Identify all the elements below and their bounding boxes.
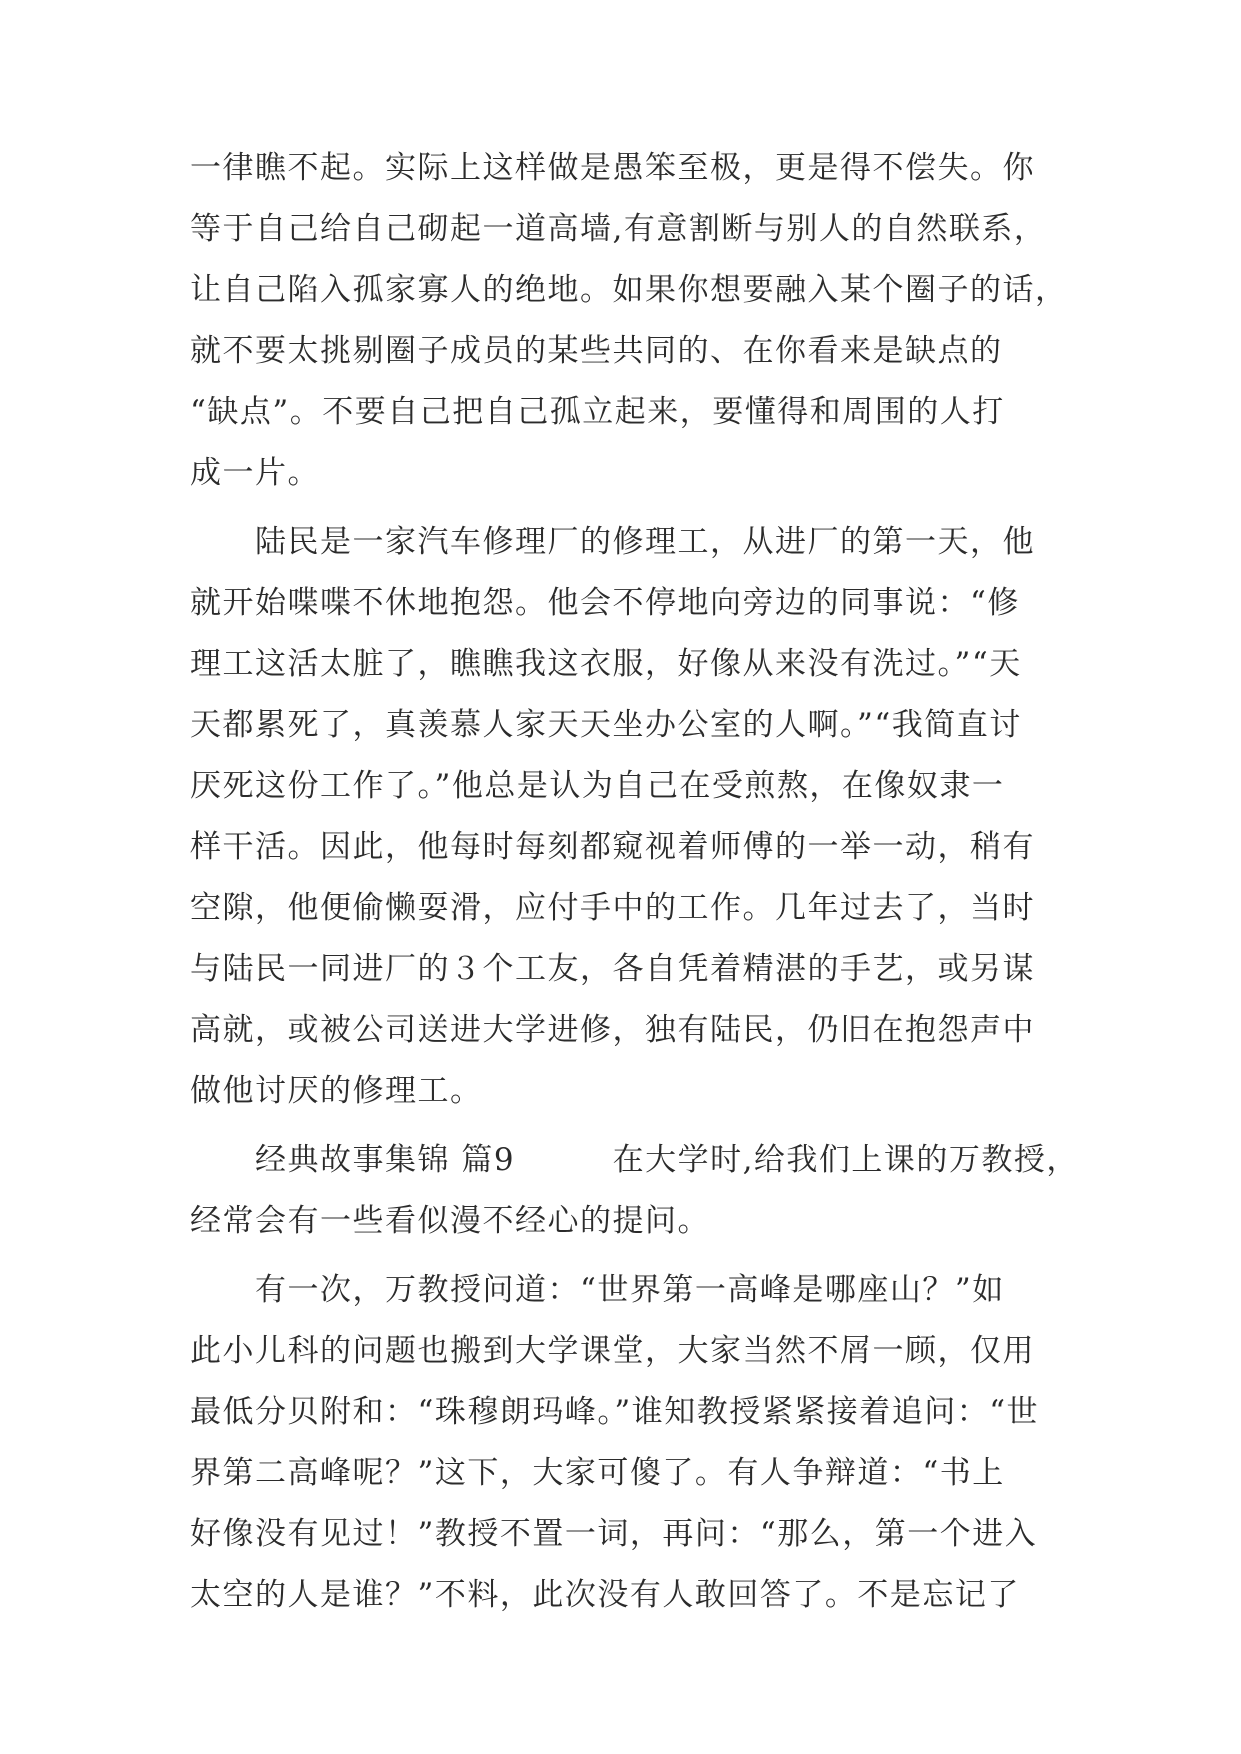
text-line: 有一次，万教授问道：“世界第一高峰是哪座山？”如 — [190, 1272, 1005, 1308]
text-line: 高就，或被公司送进大学进修，独有陆民，仍旧在抱怨声中 — [190, 1012, 1035, 1048]
text-line: 陆民是一家汽车修理厂的修理工，从进厂的第一天，他 — [190, 524, 1035, 560]
text-line: 经常会有一些看似漫不经心的提问。 — [190, 1203, 710, 1239]
text-line: 经典故事集锦 篇9 在大学时,给我们上课的万教授， — [190, 1142, 1079, 1178]
paragraph-1 — [190, 147, 1070, 513]
text-line: 样干活。因此，他每时每刻都窥视着师傅的一举一动，稍有 — [190, 829, 1035, 865]
text-line: 与陆民一同进厂的３个工友，各自凭着精湛的手艺，或另谋 — [190, 951, 1035, 987]
text-line: 做他讨厌的修理工。 — [190, 1073, 483, 1109]
text-line: 就开始喋喋不休地抱怨。他会不停地向旁边的同事说：“修 — [190, 585, 1020, 621]
text-line: 好像没有见过！”教授不置一词，再问：“那么，第一个进入 — [190, 1516, 1038, 1552]
text-line: 让自己陷入孤家寡人的绝地。如果你想要融入某个圈子的话， — [190, 272, 1068, 308]
text-line: 太空的人是谁？”不料，此次没有人敢回答了。不是忘记了 — [190, 1577, 1020, 1613]
paragraph-3 — [190, 1139, 1079, 1261]
text-line: 最低分贝附和：“珠穆朗玛峰。”谁知教授紧紧接着追问：“世 — [190, 1394, 1040, 1430]
paragraph-4 — [190, 1269, 1070, 1635]
text-line: 等于自己给自己砌起一道高墙,有意割断与别人的自然联系， — [190, 211, 1047, 247]
text-line: 厌死这份工作了。”他总是认为自己在受煎熬，在像奴隶一 — [190, 768, 1005, 804]
text-line: “缺点”。不要自己把自己孤立起来，要懂得和周围的人打 — [190, 394, 1005, 430]
text-line: 理工这活太脏了，瞧瞧我这衣服，好像从来没有洗过。”“天 — [190, 646, 1022, 682]
paragraph-2 — [190, 521, 1070, 1131]
text-line: 天都累死了，真羡慕人家天天坐办公室的人啊。”“我简直讨 — [190, 707, 1022, 743]
text-line: 空隙，他便偷懒耍滑，应付手中的工作。几年过去了，当时 — [190, 890, 1035, 926]
text-line: 此小儿科的问题也搬到大学课堂，大家当然不屑一顾，仅用 — [190, 1333, 1035, 1369]
text-line: 成一片。 — [190, 455, 320, 491]
text-line: 一律瞧不起。实际上这样做是愚笨至极，更是得不偿失。你 — [190, 150, 1035, 186]
text-line: 界第二高峰呢？”这下，大家可傻了。有人争辩道：“书上 — [190, 1455, 1005, 1491]
text-line: 就不要太挑剔圈子成员的某些共同的、在你看来是缺点的 — [190, 333, 1003, 369]
document-body — [190, 147, 1079, 1635]
